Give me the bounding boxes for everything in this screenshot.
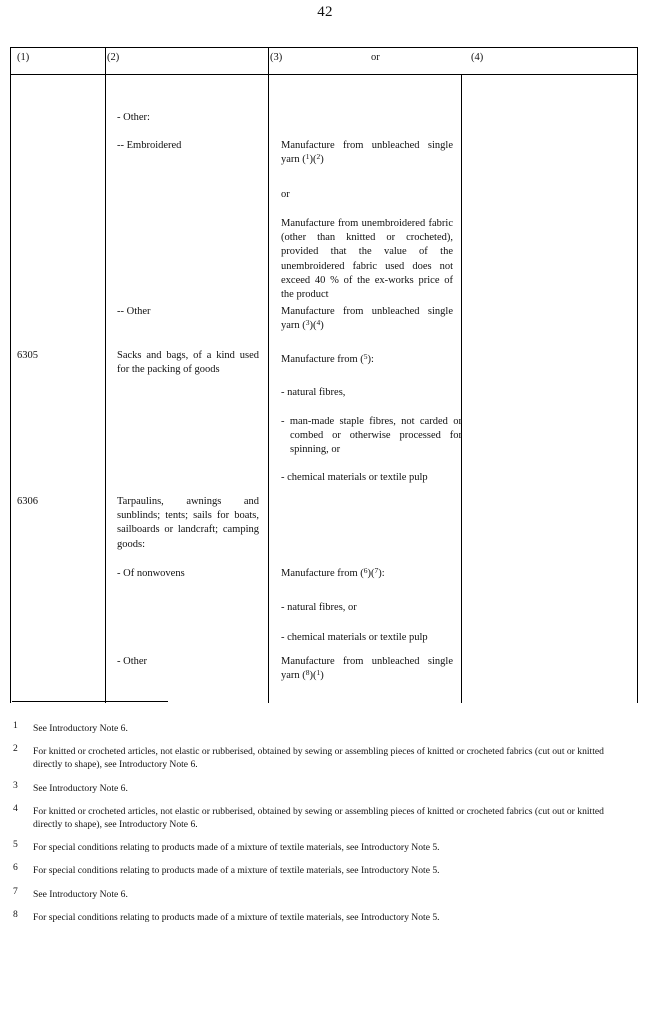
rule-text: Manufacture from unbleached single yarn ( bbox=[281, 140, 453, 166]
row-6305-rule-intro: Manufacture from ($^5$): bbox=[281, 351, 374, 365]
row-6306-description: Tarpaulins, awnings and sunblinds; tents; sails for boats, sailboards or landcraft; camping goods: bbox=[117, 496, 259, 550]
row-embroidered-rule-or: or bbox=[281, 189, 290, 200]
footnote-1 bbox=[0, 722, 614, 735]
column-header-or: or bbox=[371, 52, 380, 63]
header-separator-2 bbox=[268, 48, 269, 74]
footnote-6 bbox=[0, 864, 614, 877]
row-6305-rule-item-1: - natural fibres, bbox=[281, 387, 346, 398]
column-header-4: (4) bbox=[471, 52, 484, 63]
footnote-text: See Introductory Note 6. bbox=[33, 782, 128, 794]
footnote-7 bbox=[0, 885, 614, 901]
row-other-heading-description: - Other: bbox=[117, 112, 150, 123]
footnote-5 bbox=[0, 841, 614, 854]
footnote-text: See Introductory Note 6. bbox=[33, 888, 128, 900]
row-6305-description: Sacks and bags, of a kind used for the packing of goods bbox=[117, 350, 259, 376]
footnote-number: 2 bbox=[13, 743, 18, 755]
footnote-4 bbox=[0, 802, 614, 831]
column-divider-2 bbox=[268, 75, 269, 703]
footnote-number: 1 bbox=[13, 720, 18, 731]
rule-text: Manufacture from unbleached single yarn ( bbox=[281, 306, 453, 332]
rule-text: Manufacture from ( bbox=[281, 354, 364, 365]
rule-text: Manufacture from unbleached single yarn ( bbox=[281, 656, 453, 682]
table-body bbox=[10, 75, 638, 703]
footnote-ref: 2 bbox=[316, 152, 321, 162]
footnote-number: 6 bbox=[13, 862, 18, 874]
footnote-ref: 7 bbox=[374, 565, 379, 575]
rule-text: Manufacture from ( bbox=[281, 568, 364, 579]
row-6306-sub2-rule: Manufacture from unbleached single yarn ($^8$)($^1$) bbox=[281, 656, 453, 682]
footnote-number: 3 bbox=[13, 779, 18, 791]
row-other-description: -- Other bbox=[117, 306, 151, 317]
footnote-number: 4 bbox=[13, 802, 18, 814]
footnote-number: 5 bbox=[13, 839, 18, 851]
row-6305-rule-item-3: - chemical materials or textile pulp bbox=[281, 472, 428, 483]
footnote-ref: 1 bbox=[305, 152, 310, 162]
footnote-ref: 1 bbox=[316, 668, 321, 678]
row-6306-sub1-item-2: - chemical materials or textile pulp bbox=[281, 632, 428, 643]
page-number: 42 bbox=[317, 4, 333, 20]
column-divider-1 bbox=[105, 75, 106, 703]
column-header-1: (1) bbox=[17, 52, 30, 63]
column-header-2: (2) bbox=[107, 52, 120, 63]
row-embroidered-rule-1: Manufacture from unbleached single yarn ($^1$)($^2$) bbox=[281, 140, 453, 166]
footnote-ref: 8 bbox=[305, 668, 310, 678]
footnote-separator-rule bbox=[12, 701, 168, 702]
footnote-text: See Introductory Note 6. bbox=[33, 723, 128, 734]
footnote-text: For special conditions relating to products made of a mixture of textile materials, see Introductory Note 5. bbox=[33, 911, 440, 923]
row-6306-sub1-rule-intro: Manufacture from ($^6$)($^7$): bbox=[281, 565, 385, 579]
origin-rules-table bbox=[10, 47, 638, 703]
row-embroidered-description: -- Embroidered bbox=[117, 140, 182, 151]
table-header-row bbox=[10, 47, 638, 75]
column-header-3: (3) bbox=[270, 52, 283, 63]
row-other-rule: Manufacture from unbleached single yarn ($^3$)($^4$) bbox=[281, 306, 453, 332]
footnote-ref: 6 bbox=[363, 565, 368, 575]
footnote-text: For knitted or crocheted articles, not elastic or rubberised, obtained by sewing or assembling pieces of knitted or crocheted fabrics (cut out or knitted directly to shape), see Introductory Note 6. bbox=[33, 805, 604, 831]
footnotes-section bbox=[0, 722, 650, 934]
row-embroidered-rule-2: Manufacture from unembroidered fabric (other than knitted or crocheted), provided that the value of the unembroidered fabric used does not exceed 40 % of the ex-works price of the product bbox=[281, 218, 453, 301]
footnote-text: For special conditions relating to products made of a mixture of textile materials, see Introductory Note 5. bbox=[33, 865, 440, 877]
footnote-text: For knitted or crocheted articles, not elastic or rubberised, obtained by sewing or assembling pieces of knitted or crocheted fabrics (cut out or knitted directly to shape), see Introductory Note 6. bbox=[33, 746, 604, 771]
row-6305-code: 6305 bbox=[17, 350, 38, 361]
footnote-text: For special conditions relating to products made of a mixture of textile materials, see Introductory Note 5. bbox=[33, 842, 440, 854]
row-6306-sub1-label: - Of nonwovens bbox=[117, 568, 185, 579]
footnote-3 bbox=[0, 779, 614, 795]
footnote-2 bbox=[0, 745, 614, 771]
row-6305-rule-item-2: - man-made staple fibres, not carded or combed or otherwise processed for spinning, or bbox=[281, 416, 462, 456]
footnote-number: 8 bbox=[13, 908, 18, 920]
header-separator-1 bbox=[105, 48, 106, 74]
footnote-number: 7 bbox=[13, 885, 18, 897]
footnote-ref: 3 bbox=[305, 318, 310, 328]
row-6306-sub1-item-1: - natural fibres, or bbox=[281, 602, 357, 613]
footnote-ref: 4 bbox=[316, 318, 321, 328]
footnote-ref: 5 bbox=[363, 351, 368, 361]
row-6306-code: 6306 bbox=[17, 496, 38, 507]
footnote-8 bbox=[0, 908, 614, 924]
row-6306-sub2-label: - Other bbox=[117, 656, 148, 667]
